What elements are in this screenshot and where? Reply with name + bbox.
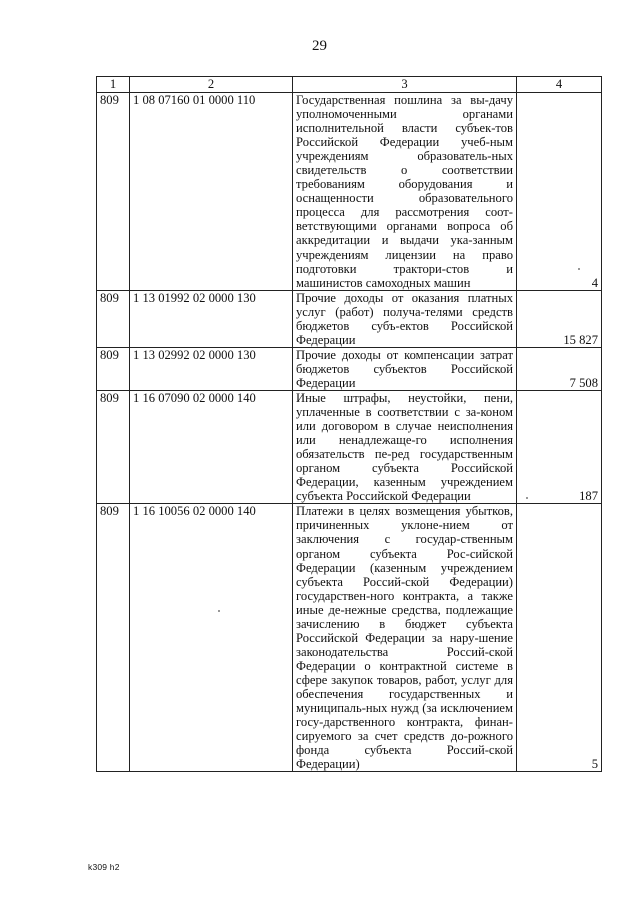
- revenue-name-cell: [293, 504, 517, 772]
- scan-speck: [218, 610, 220, 612]
- revenue-code-cell: 1 16 07090 02 0000 140: [130, 390, 293, 503]
- table-row: [97, 347, 602, 390]
- amount-cell: 15 827: [517, 290, 602, 347]
- table-row: [97, 504, 602, 772]
- scan-speck: [578, 268, 580, 270]
- table-row: [97, 93, 602, 291]
- column-header-1: 1: [97, 77, 130, 93]
- revenue-name-text: Прочие доходы от компенсации затрат бюджетов субъектов Российской Федерации: [296, 347, 513, 390]
- table-row: [97, 390, 602, 503]
- revenue-table: [96, 76, 602, 772]
- revenue-code-cell: 1 16 10056 02 0000 140: [130, 504, 293, 772]
- revenue-name-cell: [293, 347, 517, 390]
- amount-cell: 7 508: [517, 347, 602, 390]
- column-header-2: 2: [130, 77, 293, 93]
- revenue-code-cell: 1 13 02992 02 0000 130: [130, 347, 293, 390]
- revenue-name-text: Прочие доходы от оказания платных услуг (работ) получа-телями средств бюджетов субъ-ектов Российской Федерации: [296, 290, 513, 347]
- admin-code-cell: 809: [97, 504, 130, 772]
- page-number: 29: [312, 38, 327, 54]
- admin-code-cell: 809: [97, 290, 130, 347]
- admin-code-cell: 809: [97, 347, 130, 390]
- revenue-code-cell: 1 08 07160 01 0000 110: [130, 93, 293, 291]
- revenue-name-cell: [293, 290, 517, 347]
- column-header-4: 4: [517, 77, 602, 93]
- revenue-name-cell: [293, 390, 517, 503]
- column-header-3: 3: [293, 77, 517, 93]
- revenue-name-text: Иные штрафы, неустойки, пени, уплаченные в соответствии с за-коном или договором в случае неисполнения или ненадлежаще-го исполнения обязательств пе-ред государственным органом субъекта Российской Федерации, казенным учреждением субъекта Российской Федерации: [296, 390, 513, 504]
- amount-cell: 187: [517, 390, 602, 503]
- revenue-code-cell: 1 13 01992 02 0000 130: [130, 290, 293, 347]
- table-header-row: [97, 77, 602, 93]
- table-row: [97, 290, 602, 347]
- amount-cell: 5: [517, 504, 602, 772]
- scan-speck: [526, 497, 528, 499]
- revenue-name-text: Государственная пошлина за вы-дачу уполномоченными органами исполнительной власти субъек-тов Российской Федерации учеб-ным учреждениям образователь-ных свидетельств о соответствии требованиям оборудования и оснащенности образовательного процесса для рассмотрения соот-ветствующими органами вопроса об аккредитации и выдачи ука-занным учреждениям лицензии на право подготовки трактори-стов и машинистов самоходных машин: [296, 93, 513, 290]
- revenue-name-text: Платежи в целях возмещения убытков, причиненных уклоне-нием от заключения с государ-ственным органом субъекта Рос-сийской Федерации (казенным учреждением субъекта Россий-ской Федерации) государствен-ного контракта, а также иные де-нежные средства, подлежащие зачислению в бюджет субъекта Российской Федерации за нару-шение законодательства Россий-ской Федерации о контрактной системе в сфере закупок товаров, работ, услуг для обеспечения государственных и муниципаль-ных нужд (за исключением госу-дарственного контракта, финан-сируемого за счет средств до-рожного фонда субъекта Россий-ской Федерации): [296, 504, 513, 772]
- revenue-name-cell: [293, 93, 517, 291]
- footer-code: k309 h2: [88, 862, 120, 872]
- admin-code-cell: 809: [97, 390, 130, 503]
- amount-cell: 4: [517, 93, 602, 291]
- admin-code-cell: 809: [97, 93, 130, 291]
